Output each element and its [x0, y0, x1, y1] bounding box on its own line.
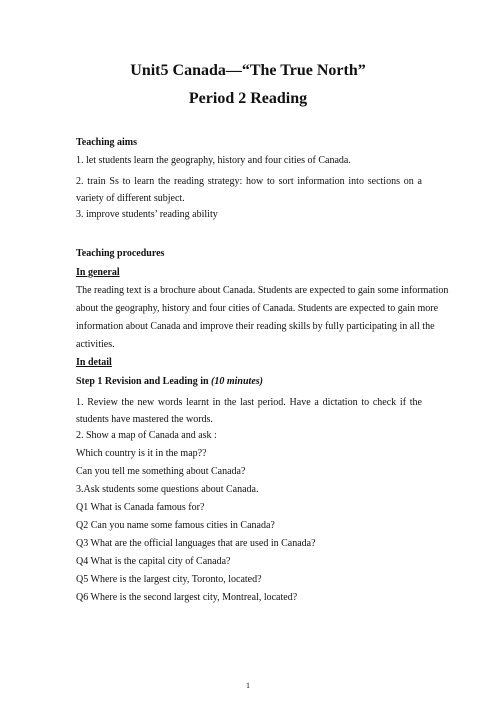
aim-1: 1. let students learn the geography, history and four cities of Canada.: [76, 155, 351, 166]
question-6: Q6 Where is the second largest city, Montreal, located?: [76, 592, 298, 603]
general-line-2: about the geography, history and four cities of Canada. Students are expected to gain more: [76, 303, 439, 314]
question-1: Q1 What is Canada famous for?: [76, 502, 205, 513]
step-1-item-3: 3.Ask students some questions about Canada.: [76, 484, 259, 495]
step-1-label: Step 1 Revision and Leading in: [76, 376, 209, 387]
document-subtitle: Period 2 Reading: [188, 90, 308, 107]
aim-3: 3. improve students’ reading ability: [76, 209, 218, 220]
step-1-item-1: 1. Review the new words learnt in the last period. Have a dictation to check if the students have mastered the words.: [76, 397, 422, 425]
general-line-4: activities.: [76, 339, 115, 350]
question-3: Q3 What are the official languages that are used in Canada?: [76, 538, 316, 549]
detail-heading: In detail: [76, 357, 112, 368]
map-question: Which country is it in the map??: [76, 448, 207, 459]
document-title: Unit5 Canada—“The True North”: [130, 62, 366, 79]
question-4: Q4 What is the capital city of Canada?: [76, 556, 231, 567]
aim-2: 2. train Ss to learn the reading strategy: how to sort information into sections on a variety of different subject.: [76, 176, 422, 204]
procedures-heading: Teaching procedures: [76, 248, 165, 259]
step-1-time: (10 minutes): [211, 376, 263, 387]
general-heading: In general: [76, 267, 120, 278]
question-2: Q2 Can you name some famous cities in Canada?: [76, 520, 275, 531]
tell-question: Can you tell me something about Canada?: [76, 466, 246, 477]
step-1-item-2: 2. Show a map of Canada and ask :: [76, 430, 217, 441]
aims-heading: Teaching aims: [76, 137, 138, 148]
general-line-1: The reading text is a brochure about Canada. Students are expected to gain some information: [76, 285, 449, 296]
page-number: 1: [246, 681, 250, 690]
general-line-3: information about Canada and improve their reading skills by fully participating in all the: [76, 321, 435, 332]
question-5: Q5 Where is the largest city, Toronto, located?: [76, 574, 262, 585]
step-1-heading: [76, 376, 263, 388]
